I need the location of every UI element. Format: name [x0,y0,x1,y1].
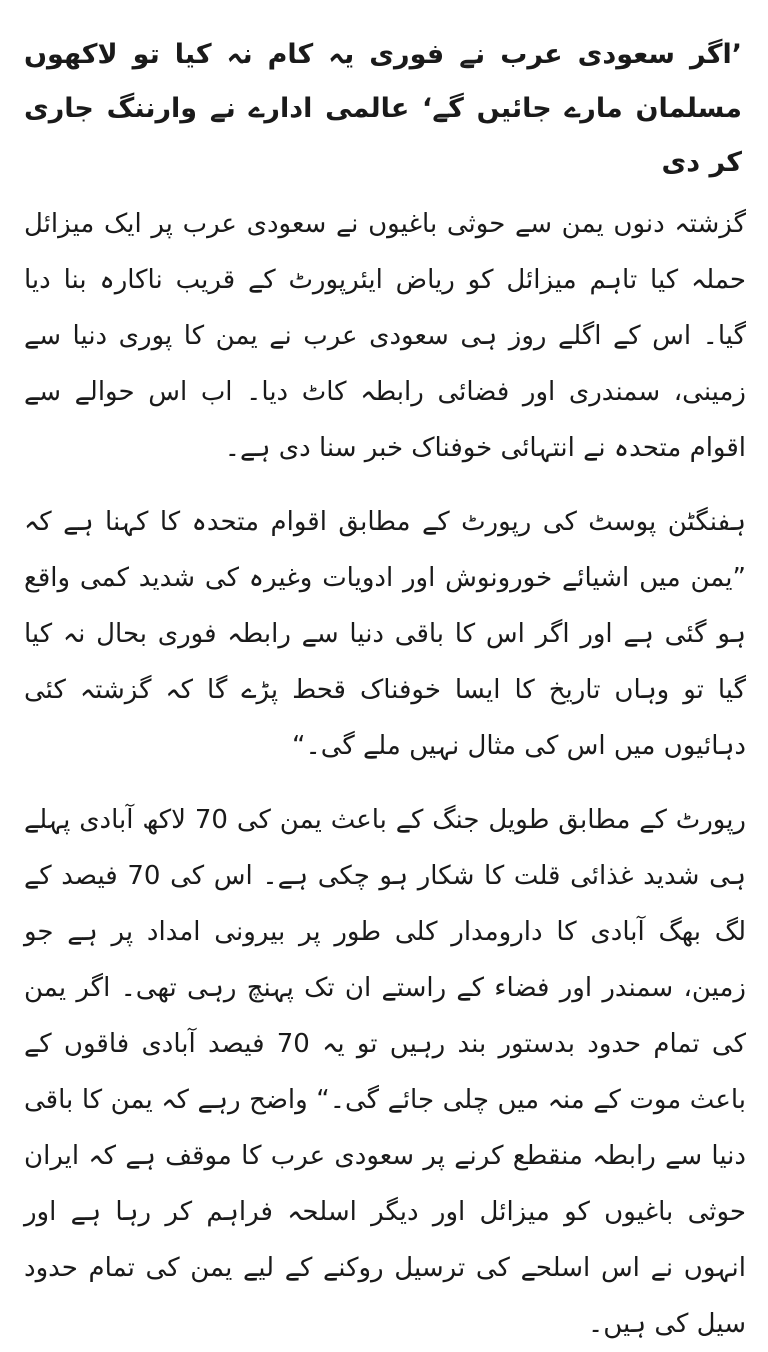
article-paragraph-2: ہفنگٹن پوسٹ کی رپورٹ کے مطابق اقوام متحدہ کا کہنا ہے کہ ”یمن میں اشیائے خورونوش اور ادویات وغیرہ کی شدید کمی واقع ہو گئی ہے اور اگر اس کا باقی دنیا سے رابطہ فوری بحال نہ کیا گیا تو وہاں تاریخ کا ایسا خوفناک قحط پڑے گا کہ گزشتہ کئی دہائیوں میں اس کی مثال نہیں ملے گی۔“ [24,507,746,761]
article-paragraph-1: گزشتہ دنوں یمن سے حوثی باغیوں نے سعودی عرب پر ایک میزائل حملہ کیا تاہم میزائل کو ریاض ایئرپورٹ کے قریب ناکارہ بنا دیا گیا۔ اس کے اگلے روز ہی سعودی عرب نے یمن کا پوری دنیا سے زمینی، سمندری اور فضائی رابطہ کاٹ دیا۔ اب اس حوالے سے اقوام متحدہ نے انتہائی خوفناک خبر سنا دی ہے۔ [24,209,746,463]
article-paragraph-3: رپورٹ کے مطابق طویل جنگ کے باعث یمن کی 70 لاکھ آبادی پہلے ہی شدید غذائی قلت کا شکار ہو چکی ہے۔ اس کی 70 فیصد کے لگ بھگ آبادی کا دارومدار کلی طور پر بیرونی امداد پر ہے جو زمین، سمندر اور فضاء کے راستے ان تک پہنچ رہی تھی۔ اگر یمن کی تمام حدود بدستور بند رہیں تو یہ 70 فیصد آبادی فاقوں کے باعث موت کے منہ میں چلی جائے گی۔“ واضح رہے کہ یمن کا باقی دنیا سے رابطہ منقطع کرنے پر سعودی عرب کا موقف ہے کہ ایران حوثی باغیوں کو میزائل اور دیگر اسلحہ فراہم کر رہا ہے اور انہوں نے اس اسلحے کی ترسیل روکنے کے لیے یمن کی تمام حدود سیل کی ہیں۔ [24,805,746,1339]
article [24,28,746,1352]
article-headline: ’اگر سعودی عرب نے فوری یہ کام نہ کیا تو لاکھوں مسلمان مارے جائیں گے‘ عالمی ادارے نے وارننگ جاری کر دی [24,39,742,178]
